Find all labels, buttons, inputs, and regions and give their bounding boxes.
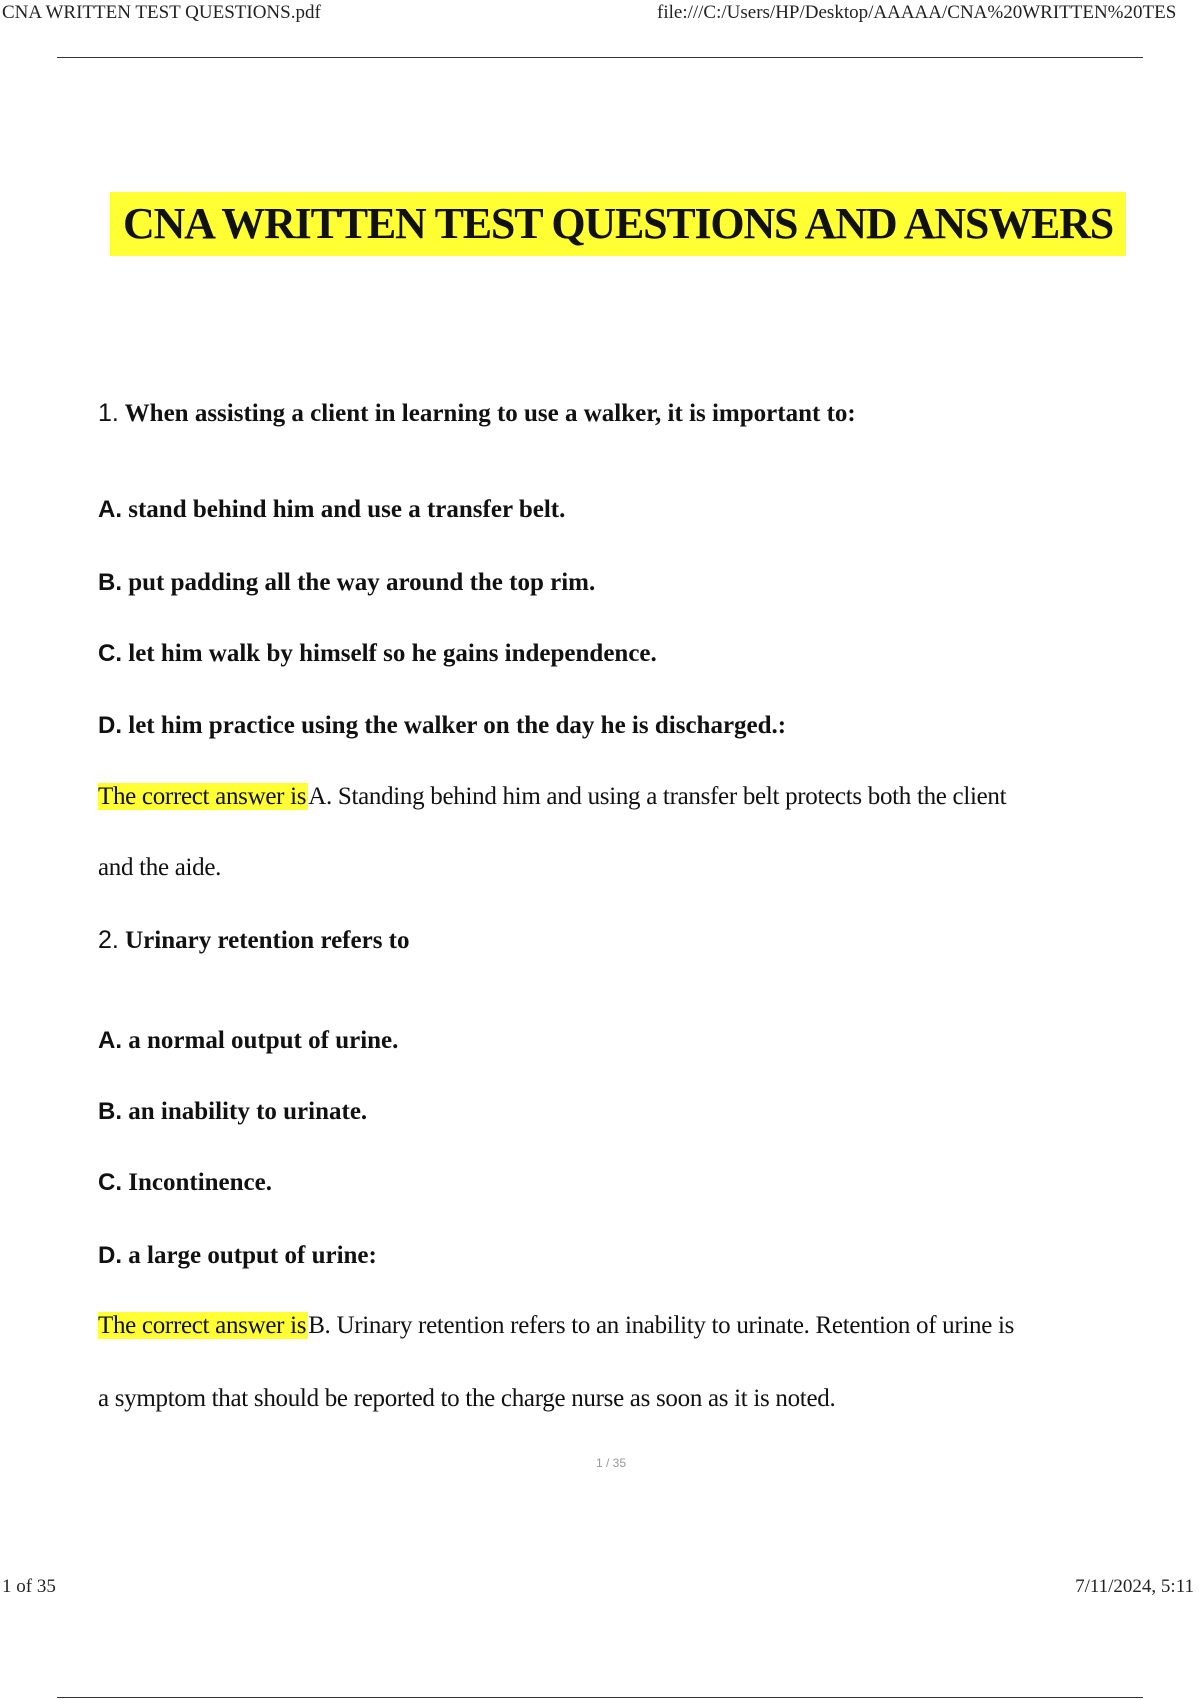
option-letter: C.	[98, 640, 122, 667]
answer-text: a symptom that should be reported to the charge nurse as soon as it is noted.	[98, 1385, 836, 1412]
question-1-option-c	[98, 637, 657, 671]
top-divider	[57, 57, 1143, 58]
question-text: Urinary retention refers to	[125, 927, 410, 954]
answer-highlight: The correct answer is	[98, 1312, 307, 1339]
question-1-option-a	[98, 493, 565, 527]
option-letter: D.	[98, 712, 122, 739]
question-1-option-b	[98, 566, 595, 600]
option-text: stand behind him and use a transfer belt.	[128, 496, 566, 523]
question-1-answer-continued	[98, 851, 221, 885]
question-number: 1.	[98, 399, 119, 427]
option-letter: B.	[98, 569, 122, 596]
print-footer-page-of: 1 of 35	[2, 1576, 56, 1597]
question-2-answer	[98, 1309, 1014, 1343]
option-letter: D.	[98, 1242, 122, 1269]
option-letter: C.	[98, 1169, 122, 1196]
question-number: 2.	[98, 926, 119, 954]
page-counter: 1 / 35	[595, 1456, 627, 1470]
answer-highlight: The correct answer is	[98, 783, 307, 810]
print-header	[0, 0, 1200, 28]
question-1-answer	[98, 780, 1006, 814]
option-text: let him walk by himself so he gains independence.	[128, 640, 657, 667]
question-2-option-c	[98, 1166, 272, 1200]
question-2-stem	[98, 923, 410, 958]
document-title: CNA WRITTEN TEST QUESTIONS AND ANSWERS	[123, 199, 1113, 248]
answer-text: and the aide.	[98, 854, 222, 881]
answer-text: A. Standing behind him and using a transfer belt protects both the client	[308, 783, 1007, 810]
print-header-doc-name: CNA WRITTEN TEST QUESTIONS.pdf	[2, 2, 321, 23]
option-text: put padding all the way around the top rim.	[128, 569, 596, 596]
option-text: Incontinence.	[128, 1169, 272, 1196]
question-2-option-b	[98, 1095, 367, 1129]
print-footer-date: 7/11/2024, 5:11	[1075, 1576, 1194, 1597]
title-highlight	[110, 192, 1126, 256]
answer-text: B. Urinary retention refers to an inability to urinate. Retention of urine is	[308, 1312, 1015, 1339]
option-letter: B.	[98, 1098, 122, 1125]
question-text: When assisting a client in learning to use a walker, it is important to:	[124, 400, 856, 427]
question-2-option-d	[98, 1239, 377, 1273]
question-1-stem	[98, 396, 856, 431]
option-letter: A.	[98, 1027, 122, 1054]
bottom-divider	[57, 1697, 1143, 1698]
question-1-option-d	[98, 709, 786, 743]
question-2-option-a	[98, 1024, 398, 1058]
option-text: let him practice using the walker on the day he is discharged.:	[128, 712, 787, 739]
option-text: a large output of urine:	[128, 1242, 377, 1269]
print-header-url: file:///C:/Users/HP/Desktop/AAAAA/CNA%20WRITTEN%20TES	[657, 2, 1177, 23]
question-2-answer-continued	[98, 1382, 835, 1416]
option-text: a normal output of urine.	[128, 1027, 399, 1054]
option-letter: A.	[98, 496, 122, 523]
option-text: an inability to urinate.	[128, 1098, 368, 1125]
